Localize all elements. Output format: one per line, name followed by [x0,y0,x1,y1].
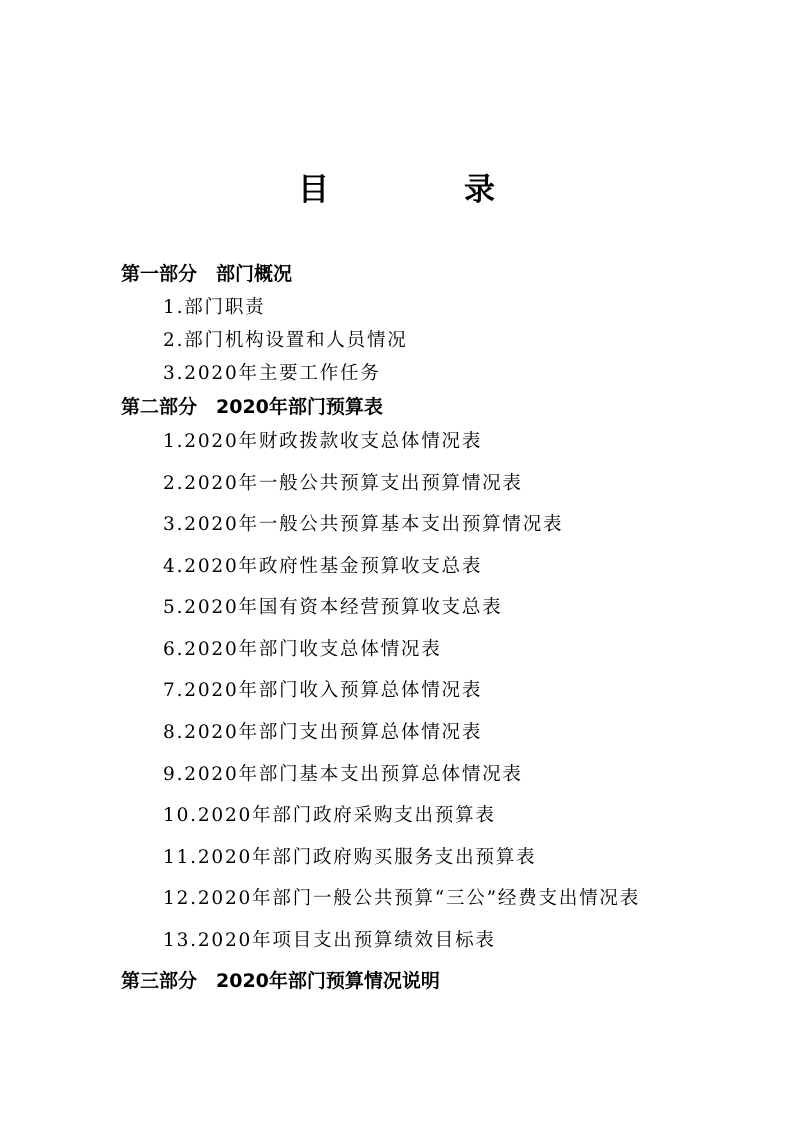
page-title: 目 录 [298,172,547,208]
toc-item[interactable]: 1.部门职责 [163,297,266,318]
toc-part-1-heading[interactable]: 第一部分 部门概况 [121,263,293,285]
toc-item[interactable]: 6.2020年部门收支总体情况表 [163,639,442,660]
toc-item[interactable]: 7.2020年部门收入预算总体情况表 [163,680,483,701]
toc-item[interactable]: 5.2020年国有资本经营预算收支总表 [163,597,503,618]
toc-item[interactable]: 12.2020年部门一般公共预算“三公”经费支出情况表 [163,888,641,909]
toc-item[interactable]: 8.2020年部门支出预算总体情况表 [163,722,483,743]
toc-item[interactable]: 3.2020年主要工作任务 [163,363,381,384]
toc-part-3-heading[interactable]: 第三部分 2020年部门预算情况说明 [121,970,440,992]
toc-item[interactable]: 2.部门机构设置和人员情况 [163,330,408,351]
toc-part-2-heading[interactable]: 第二部分 2020年部门预算表 [121,396,383,418]
toc-item[interactable]: 2.2020年一般公共预算支出预算情况表 [163,473,523,494]
toc-item[interactable]: 4.2020年政府性基金预算收支总表 [163,556,483,577]
toc-item[interactable]: 9.2020年部门基本支出预算总体情况表 [163,764,523,785]
toc-item[interactable]: 13.2020年项目支出预算绩效目标表 [163,930,496,951]
toc-item[interactable]: 10.2020年部门政府采购支出预算表 [163,805,496,826]
toc-item[interactable]: 1.2020年财政拨款收支总体情况表 [163,431,483,452]
toc-item[interactable]: 3.2020年一般公共预算基本支出预算情况表 [163,514,564,535]
toc-item[interactable]: 11.2020年部门政府购买服务支出预算表 [163,847,537,868]
